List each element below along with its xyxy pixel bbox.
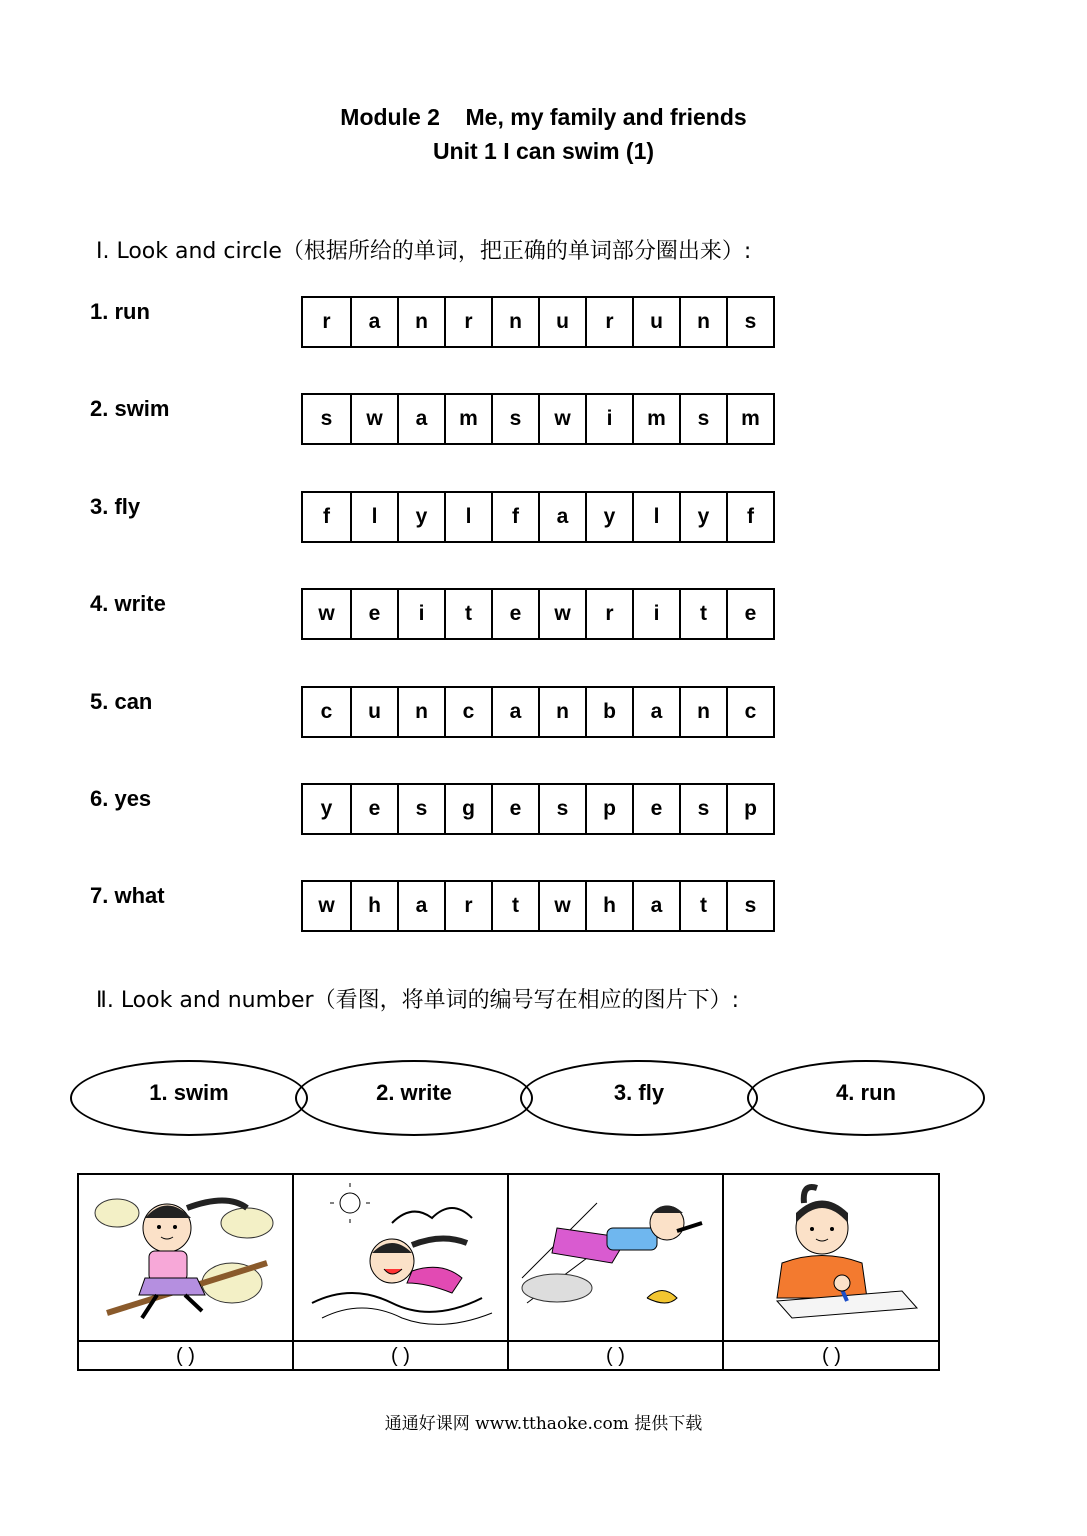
letter-cell[interactable]: s xyxy=(320,407,333,430)
footer-text: 通通好课网 www.tthaoke.com 提供下载 xyxy=(384,1414,703,1434)
picture-table xyxy=(77,1173,940,1371)
letter-cell[interactable]: w xyxy=(538,882,585,930)
letter-cell[interactable]: t xyxy=(491,882,538,930)
section2-heading: Ⅱ. Look and number（看图，将单词的编号写在相应的图片下）: xyxy=(96,988,739,1013)
letter-cell[interactable]: c xyxy=(444,688,491,736)
letter-cell[interactable]: n xyxy=(679,298,726,346)
letter-row xyxy=(301,588,775,640)
letter-cell[interactable]: l xyxy=(632,493,679,541)
letter-cell[interactable]: a xyxy=(397,395,444,443)
letter-cell[interactable]: a xyxy=(632,688,679,736)
letter-cell[interactable]: s xyxy=(679,785,726,833)
word-label: 7. what xyxy=(90,883,165,908)
letter-cell[interactable]: l xyxy=(444,493,491,541)
letter-cell[interactable]: s xyxy=(726,882,773,930)
letter-cell[interactable]: e xyxy=(632,785,679,833)
answer-blank-3[interactable]: ( ) xyxy=(509,1340,724,1371)
word-label: 1. run xyxy=(90,299,150,324)
answer-blank-1[interactable]: ( ) xyxy=(79,1340,294,1371)
picture-flying xyxy=(509,1175,724,1340)
word-ellipse-run: 4. run xyxy=(747,1060,985,1136)
letter-cell[interactable]: r xyxy=(444,298,491,346)
letter-cell[interactable]: u xyxy=(538,298,585,346)
answer-blank-2[interactable]: ( ) xyxy=(294,1340,509,1371)
letter-cell[interactable]: g xyxy=(444,785,491,833)
letter-cell[interactable]: a xyxy=(632,882,679,930)
letter-cell[interactable]: a xyxy=(397,882,444,930)
letter-row xyxy=(301,393,775,445)
letter-cell[interactable]: p xyxy=(585,785,632,833)
word-label: 4. write xyxy=(90,591,166,616)
flying-girl-illustration xyxy=(517,1183,715,1331)
page-subtitle: Unit 1 I can swim (1) xyxy=(432,138,655,164)
letter-cell[interactable]: n xyxy=(679,688,726,736)
letter-row xyxy=(301,296,775,348)
letter-cell[interactable]: w xyxy=(538,590,585,638)
letter-cell[interactable]: y xyxy=(585,493,632,541)
letter-cell[interactable]: w xyxy=(318,602,335,625)
letter-row xyxy=(301,783,775,835)
letter-cell[interactable]: e xyxy=(350,785,397,833)
letter-cell[interactable]: p xyxy=(726,785,773,833)
running-girl-illustration xyxy=(87,1183,285,1331)
word-ellipse-swim: 1. swim xyxy=(70,1060,308,1136)
letter-cell[interactable]: r xyxy=(444,882,491,930)
letter-cell[interactable]: c xyxy=(320,700,333,723)
letter-cell[interactable]: s xyxy=(397,785,444,833)
letter-cell[interactable]: s xyxy=(679,395,726,443)
word-ellipse-write: 2. write xyxy=(295,1060,533,1136)
letter-cell[interactable]: m xyxy=(726,395,773,443)
letter-cell[interactable]: n xyxy=(397,688,444,736)
letter-cell[interactable]: m xyxy=(632,395,679,443)
letter-cell[interactable]: f xyxy=(491,493,538,541)
letter-cell[interactable]: w xyxy=(318,894,335,917)
letter-cell[interactable]: i xyxy=(585,395,632,443)
letter-cell[interactable]: c xyxy=(726,688,773,736)
page-title: Module 2 Me, my family and friends xyxy=(340,104,747,130)
picture-swimming xyxy=(294,1175,509,1340)
letter-cell[interactable]: e xyxy=(491,785,538,833)
letter-row xyxy=(301,686,775,738)
letter-cell[interactable]: f xyxy=(323,505,330,528)
word-ellipse-fly: 3. fly xyxy=(520,1060,758,1136)
word-label: 3. fly xyxy=(90,494,141,519)
letter-cell[interactable]: h xyxy=(350,882,397,930)
letter-cell[interactable]: i xyxy=(397,590,444,638)
letter-cell[interactable]: t xyxy=(679,882,726,930)
letter-cell[interactable]: s xyxy=(726,298,773,346)
swimming-girl-illustration xyxy=(302,1183,500,1331)
letter-cell[interactable]: h xyxy=(585,882,632,930)
letter-cell[interactable]: r xyxy=(322,310,331,333)
letter-cell[interactable]: n xyxy=(538,688,585,736)
letter-cell[interactable]: a xyxy=(350,298,397,346)
letter-cell[interactable]: e xyxy=(350,590,397,638)
letter-cell[interactable]: a xyxy=(538,493,585,541)
letter-cell[interactable]: e xyxy=(491,590,538,638)
letter-cell[interactable]: n xyxy=(491,298,538,346)
writing-girl-illustration xyxy=(732,1183,930,1331)
letter-cell[interactable]: t xyxy=(444,590,491,638)
letter-cell[interactable]: m xyxy=(444,395,491,443)
letter-cell[interactable]: t xyxy=(679,590,726,638)
letter-row xyxy=(301,491,775,543)
letter-cell[interactable]: y xyxy=(679,493,726,541)
letter-cell[interactable]: s xyxy=(491,395,538,443)
picture-writing xyxy=(724,1175,939,1340)
letter-cell[interactable]: n xyxy=(397,298,444,346)
letter-cell[interactable]: y xyxy=(397,493,444,541)
letter-cell[interactable]: a xyxy=(491,688,538,736)
letter-cell[interactable]: b xyxy=(585,688,632,736)
letter-cell[interactable]: f xyxy=(726,493,773,541)
letter-cell[interactable]: u xyxy=(632,298,679,346)
letter-cell[interactable]: i xyxy=(632,590,679,638)
word-label: 5. can xyxy=(90,689,153,714)
letter-cell[interactable]: e xyxy=(726,590,773,638)
letter-cell[interactable]: u xyxy=(350,688,397,736)
letter-cell[interactable]: w xyxy=(538,395,585,443)
word-label: 6. yes xyxy=(90,786,152,811)
picture-running xyxy=(79,1175,294,1340)
letter-cell[interactable]: s xyxy=(538,785,585,833)
letter-cell[interactable]: l xyxy=(350,493,397,541)
word-label: 2. swim xyxy=(90,396,170,421)
letter-cell[interactable]: y xyxy=(320,797,333,820)
answer-blank-4[interactable]: ( ) xyxy=(724,1340,939,1371)
letter-cell[interactable]: r xyxy=(585,298,632,346)
letter-row xyxy=(301,880,775,932)
letter-cell[interactable]: r xyxy=(585,590,632,638)
letter-cell[interactable]: w xyxy=(350,395,397,443)
section1-heading: Ⅰ. Look and circle（根据所给的单词，把正确的单词部分圈出来）: xyxy=(96,239,752,264)
